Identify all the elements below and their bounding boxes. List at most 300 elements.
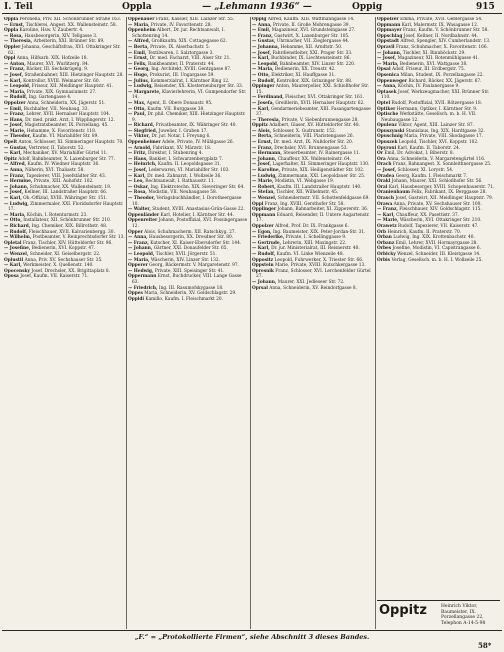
entry-surname: — Johann,	[252, 156, 277, 162]
entry-details: Kontrollor, XVIII. Weimarer Str. 60.	[23, 78, 100, 84]
entry-details: Schneider, XI. Geiselbergstr. 22.	[29, 251, 101, 257]
entry-details: Ob.-Offizial, XVIII. Währinger Str. 151.	[23, 196, 108, 201]
entry-details: Uhrmacher, VII. Zieglergasse 44.	[276, 39, 350, 45]
entry-surname: Opuszynski	[377, 128, 405, 134]
entry-surname: — Gustav,	[252, 39, 276, 45]
entry-details: Private, IV. Favoritenstr. 28.	[150, 22, 212, 28]
entry-details: Schneidermstr. VII. Schottenfeldgasse 69.	[277, 196, 370, 201]
entry-surname: Orbicky	[377, 251, 396, 257]
column-3	[252, 17, 373, 627]
entry-surname: — Theodor,	[128, 196, 156, 201]
entry-details: Adolf, Friseur, III. Erdbergstr. 75.	[391, 67, 466, 73]
entry-surname: — Franz,	[4, 67, 25, 73]
entry-surname: — Anna,	[252, 22, 272, 28]
entry-surname: Oppenheimer	[128, 140, 161, 146]
entry-surname: Opuszek	[377, 140, 398, 146]
entry-surname: Orbes	[377, 246, 392, 252]
entry-surname: — Fritz,	[128, 151, 147, 157]
entry-details: Kutscher, XI. Kaiser-Ebersdorfer Str. 144.	[150, 240, 242, 246]
entry-surname: Oppositz	[252, 257, 274, 263]
entry-surname: — Paul,	[128, 112, 146, 118]
entry-surname: — Alfred,	[4, 162, 27, 168]
entry-surname: — Josef,	[128, 168, 148, 174]
entry-details: Dr. jur. Ministerialrat, III. Reisnerstr. 40.	[271, 246, 360, 252]
entry-surname: — Anna,	[128, 235, 148, 241]
entry-details: Alois, Schuhmacherm. XII. Ratschkyg. 27.	[144, 229, 236, 235]
entry-details: Richard, Bäcker, XX. Jägerstr. 67.	[408, 78, 482, 84]
entry-surname: Oppenreiter	[128, 218, 158, 224]
entry-details: Viktor, Agent, XIII. Lainzer Str. 87.	[398, 123, 474, 129]
entry-surname: Orasch	[377, 196, 394, 201]
entry-details: Modistin, VII. Neubaugasse 58.	[148, 190, 218, 196]
entry-details: Schlosser, XI. Lorystr. 54.	[397, 168, 454, 174]
entry-surname: Or	[377, 151, 384, 157]
advertisement-box	[377, 600, 500, 629]
entry-surname: — Johann,	[252, 279, 277, 285]
entry-surname: — Richard,	[128, 123, 155, 129]
entry-surname: Orakl	[377, 179, 391, 185]
entry-details: Kaufm. II. Leopoldsgasse 31.	[157, 162, 222, 168]
directory-entry	[252, 286, 373, 292]
header-last-entry: Oppig	[352, 2, 383, 12]
entry-details: Dr. med. Zahnarzt, I. Wollzeile 36.	[147, 173, 222, 179]
entry-details: Steuerbeamter, IV. Rainergasse 11.	[283, 151, 361, 157]
entry-details: Franz, Schuhmacher, X. Favoritenstr. 166.	[395, 44, 488, 50]
entry-surname: Opocensky	[4, 268, 30, 274]
entry-surname: — Marie,	[377, 218, 399, 224]
entry-details: Private, XIII. Auhofstr. 102.	[33, 179, 94, 185]
entry-details: Köchin, I. Rotenturmstr. 23.	[26, 212, 88, 218]
entry-details: Chauffeur, XX. Pasettistr. 37.	[396, 212, 459, 218]
directory-entry	[128, 90, 249, 101]
entry-details: Ing. Chemiker, XIX. Billrothstr. 48.	[31, 223, 108, 229]
entry-details: Emil, Lehrer, XVII. Hormayrgasse 28.	[395, 240, 478, 246]
entry-details: Rechtsanwalt, I. Rathausstr. 11.	[145, 179, 216, 185]
entry-details: Schlosser, X. Gudrunstr. 152.	[272, 128, 337, 134]
entry-details: Direktor, I. Stubenring 4.	[147, 151, 203, 157]
entry-details: Installateur, XII. Schönbrunner Str. 210.	[23, 218, 112, 224]
entry-surname: Oppes	[128, 291, 143, 297]
entry-details: Stanislaus, Ing. XIX. Hardtgasse 32.	[405, 128, 485, 134]
entry-surname: — Robert,	[252, 184, 276, 190]
entry-details: Karoline, Hsw. V. Zaubertr. 4.	[19, 28, 84, 34]
entry-surname: Opplinger	[252, 207, 277, 213]
entry-details: Lederwaren, VI. Mariahilfer Str. 103.	[148, 168, 230, 174]
entry-surname: Optiker	[377, 106, 396, 112]
entry-details: Hausbesorgerin, XX. Dresdner Str. 80.	[149, 235, 234, 241]
entry-surname: — Wilhelm,	[4, 235, 32, 241]
entry-surname: — Egon,	[252, 229, 272, 235]
entry-details: Adolf, Bahnbeamter, X. Laxenburger Str. 77.	[18, 156, 115, 162]
header-part-label: I. Teil	[4, 2, 33, 12]
directory-entry	[252, 107, 373, 118]
entry-details: Kellner, III. Landstraßer Hauptstr. 66.	[24, 190, 108, 196]
entry-surname: — Max,	[128, 100, 146, 106]
entry-surname: Opulenz	[377, 123, 397, 129]
entry-details: Peronella, Priv. XII. Schönbrunner Straße 163.	[19, 17, 122, 22]
entry-details: Karl, Kaufm. II. Taborstr. 24.	[397, 145, 461, 151]
entry-details: Franz, Tischler, XIV. Hütteldorfer Str. 96.	[22, 240, 113, 246]
entry-details: Bedienerin, XVI. Wattgasse 38.	[399, 61, 468, 67]
entry-details: Alfred, Kaufm. XIII. Wattmanngasse 14.	[267, 17, 355, 22]
directory-entry	[4, 45, 125, 56]
entry-details: Agent, II. Obere Donaustr. 95.	[146, 100, 213, 106]
entry-surname: — Josef,	[4, 72, 24, 78]
entry-details: Franz, Ing. XVIII. Gersthofer Str. 58.	[264, 201, 345, 207]
header-title: — „Lehmann 1936“ —	[202, 2, 312, 12]
entry-details: Karl, Hotelier, I. Kärntner Str. 44.	[160, 212, 234, 218]
entry-surname: — Ludwig,	[128, 84, 153, 90]
entry-details: Chauffeur, XX. Wallensteinstr. 64.	[277, 156, 352, 162]
entry-details: Josef, Drechsler, XX. Brigittaplatz 8.	[31, 268, 110, 274]
entry-surname: — Franz,	[377, 207, 398, 213]
entry-details: Ing. Gartengasse 4.	[28, 95, 72, 101]
entry-surname: — Theresia,	[4, 39, 33, 45]
entry-surname: — Franz,	[252, 145, 273, 151]
entry-details: Bankier, I. Schwarzenbergplatz 7.	[149, 156, 224, 162]
entry-details: Emma, Private, XVII. Geblergasse 54.	[400, 17, 483, 22]
entry-surname: Oppenauer	[128, 17, 155, 22]
entry-details: Felix, Fabrikant, IX. Berggasse 28.	[411, 190, 487, 196]
entry-details: Adalbert, Glaser, XV. Hütteldorfer Str. 48.	[269, 123, 361, 129]
entry-details: Georg, Kaufm. I. Fleischmarkt 7.	[395, 173, 468, 179]
entry-details: Modistin, VI. Webgasse 19.	[274, 179, 335, 185]
entry-surname: — Karl,	[128, 173, 146, 179]
entry-details: Tapezierer, VIII. Josefstädter Str. 43.	[26, 173, 107, 179]
entry-surname: Oppstein	[252, 263, 274, 269]
entry-surname: — Josef,	[377, 56, 397, 62]
entry-details: Johann, Bahnarbeiter, XI. Zippererstr. 36.	[277, 207, 369, 213]
entry-surname: — Karl,	[4, 263, 22, 269]
entry-details: Magazineur, XII. Rotenmühlgasse 41.	[397, 56, 480, 62]
entry-surname: Oppmayer	[377, 28, 402, 34]
entry-surname: — Otto,	[252, 72, 270, 78]
page-header	[0, 0, 504, 14]
entry-surname: Oppolzer	[252, 223, 274, 229]
entry-details: Private, I. Schellinggasse 9.	[285, 235, 347, 241]
entry-details: Tischler, XII. Wilhelmstr. 45.	[276, 190, 339, 196]
entry-surname: — Viktor,	[128, 134, 150, 140]
entry-surname: Oppolzer	[377, 17, 399, 22]
entry-details: Karl, Malermstr. IX. Wasagasse 12.	[401, 22, 479, 28]
entry-surname: — Hugo,	[128, 72, 149, 78]
entry-details: Dr. jur. Notar, I. Freyung 6.	[151, 134, 211, 140]
entry-details: Heinrich, Kaufm. II. Praterstr. 70.	[387, 229, 462, 235]
entry-surname: — Johann,	[377, 50, 402, 56]
entry-surname: Opitz	[4, 156, 17, 162]
entry-details: Kommerzialrat, I. Kärntner Ring 12.	[150, 78, 230, 84]
entry-details: Lehrerin, XIII. Maxingstr. 22.	[282, 240, 347, 246]
entry-surname: — Franz,	[4, 112, 25, 118]
entry-surname: — Rosa,	[4, 33, 23, 39]
entry-surname: — Ludwig,	[252, 173, 277, 179]
entry-details: Magazineur, XVI. Grundsteingasse 27.	[271, 28, 356, 34]
entry-surname: Oppenländer	[128, 212, 160, 218]
entry-surname: — Leo,	[128, 179, 144, 185]
entry-surname: Optel	[377, 100, 391, 106]
entry-details: Josef, Werkzeugmacher, XXI. Brünner Str. 110.	[381, 89, 490, 101]
entry-details: Alfred, Spengler, XIV. Cumberlandstr. 13.	[400, 39, 491, 45]
entry-surname: Oplustil	[4, 257, 24, 263]
entry-surname: Oppenheim	[128, 28, 156, 34]
directory-entry	[128, 28, 249, 39]
entry-surname: — Johann,	[128, 246, 153, 252]
entry-details: Bankbeamter, II. Praterstr. 44.	[148, 61, 215, 67]
entry-surname: Optische	[377, 112, 399, 118]
entry-details: Klavierlehrerin, VI. Gumpendorfer Str. 14.	[132, 89, 247, 101]
entry-details: Reisender, XX. Klosterneuburger Str. 33.	[154, 84, 244, 90]
entry-details: Werkstätte, Gesellsch. m. b. H. VII. Neubaugasse 12.	[381, 112, 477, 123]
entry-details: Greißlerin, XVII. Hernalser Hauptstr. 62.	[275, 100, 365, 106]
entry-details: Fleischhauer, XVII. Kalvarienbergg. 30.	[28, 229, 115, 235]
directory-entry	[4, 274, 125, 280]
entry-surname: — Hermine,	[4, 179, 33, 185]
entry-details: Arbeiterin, XXI. Brünner Str. 89.	[33, 39, 105, 45]
entry-details: Franz, Bahnangest. X. Sonnleithnergasse 25.	[392, 162, 492, 168]
entry-surname: — Emil,	[252, 28, 271, 34]
entry-surname: Oposa	[4, 274, 19, 280]
entry-details: Franz, Kaufm. V. Schönbrunner Str. 58.	[402, 28, 489, 34]
entry-details: Anna, Schneiderin, XX. Jägerstr. 51.	[27, 100, 106, 106]
directory-entry	[128, 297, 249, 303]
directory-entry	[128, 196, 249, 207]
entry-surname: — Gustav,	[4, 145, 28, 151]
column-divider	[126, 17, 127, 629]
entry-surname: — Stefan,	[252, 190, 275, 196]
column-4	[377, 17, 500, 627]
entry-surname: — Leopold,	[252, 61, 279, 67]
entry-details: Fleischhauer, XIV. Goldschlagstr. 115.	[399, 207, 482, 213]
entry-details: Maria, Private, VIII. Skodagasse 17.	[404, 134, 484, 140]
entry-surname: — Maria,	[128, 257, 150, 263]
entry-surname: Oppenweger	[377, 78, 408, 84]
entry-surname: — Karl,	[4, 196, 22, 201]
entry-surname: Oprsal	[252, 285, 268, 291]
directory-entry	[128, 274, 249, 285]
entry-details: Josef, Kellner, II. Nordbahnstr. 44.	[403, 33, 479, 39]
entry-details: Leopold, Tischler, XVI. Koppstr. 102.	[398, 140, 479, 146]
entry-details: Kontrollor, XIX. Grinzinger Str. 88.	[276, 78, 353, 84]
entry-details: Anton, Maurerpolier, XXI. Schloßhofer Str. 15.	[256, 84, 369, 95]
entry-surname: — Anton,	[4, 61, 26, 67]
entry-details: Anna, Hilfsarb. XIX. Hofzeile 18.	[16, 56, 88, 62]
entry-surname: — Ernst,	[128, 56, 149, 62]
entry-details: Schuhmacher, XX. Wallensteinstr. 19.	[29, 184, 112, 190]
entry-details: Ing. Baumeister, XIX. Peter-Jordan-Str. 31.	[272, 229, 366, 235]
entry-surname: Opperer	[128, 263, 148, 269]
entry-surname: Oppl	[4, 56, 16, 62]
entry-surname: Opyroni	[377, 145, 397, 151]
entry-details: Tischler, XI. Rinnböckstr. 29.	[402, 50, 466, 56]
entry-surname: — Ferdinand,	[252, 95, 284, 101]
entry-surname: — Hermann,	[252, 151, 282, 157]
entry-surname: Oppolzer	[4, 100, 26, 106]
entry-details: Private, IX. Alserbachstr. 5.	[150, 44, 210, 50]
column-divider	[375, 17, 376, 629]
entry-surname: — Karl,	[4, 151, 22, 157]
entry-surname: — Emil,	[128, 50, 147, 56]
header-rule	[2, 13, 502, 14]
entry-details: Gendarmeriebeamter, XIII. Fasangartengasse 37.	[256, 106, 371, 118]
directory-entry	[4, 202, 125, 213]
entry-surname: — Rudolf,	[4, 95, 28, 101]
entry-surname: — Gertrude,	[252, 240, 282, 246]
entry-details: Tischler, XVII. Jörgerstr. 51.	[155, 251, 217, 257]
entry-details: Wäscherin, XIV. Linzer Str. 132.	[150, 257, 220, 263]
entry-surname: — Margarete,	[128, 89, 161, 95]
entry-surname: — Leopold,	[128, 251, 155, 257]
entry-details: Verlag, Gesellsch. m. b. H. I. Wollzeile 25.	[391, 257, 483, 263]
entry-surname: — Karl,	[252, 56, 270, 62]
entry-details: Bahnbeamter, XIV. Linzer Str. 220.	[279, 61, 356, 67]
entry-surname: Orach	[377, 162, 392, 168]
entry-surname: — Georg,	[128, 67, 150, 73]
entry-details: Josef, Gastwirt, XII. Meidlinger Hauptstr. 79.	[395, 196, 494, 201]
entry-surname: Opresnik	[252, 268, 274, 274]
entry-surname: — Josef,	[377, 168, 397, 174]
entry-details: Josefine, Modistin, VI. Capistrangasse 6.	[392, 246, 481, 252]
entry-details: Mechaniker, XV. Mariahilfer Gürtel 11.	[23, 151, 108, 157]
entry-surname: Ora	[377, 156, 386, 162]
entry-surname: — Josef,	[252, 50, 272, 56]
entry-details: Private, II. Große Mohrengasse 39.	[273, 22, 350, 28]
entry-surname: Oranienbaum	[377, 190, 410, 196]
entry-details: Wäscherin, XVI. Ottakringer Str. 210.	[399, 218, 482, 224]
entry-surname: — Ernst,	[4, 22, 25, 28]
entry-details: Kamillo, Kaufm. I. Fleischmarkt 20.	[145, 296, 223, 302]
entry-details: Kaufm. VII. Burggasse 38.	[147, 106, 205, 112]
entry-surname: — Ernst,	[252, 140, 273, 146]
entry-surname: — Berta,	[128, 44, 149, 50]
entry-surname: — Rudolf,	[4, 229, 28, 235]
entry-surname: — Franz,	[252, 33, 273, 39]
entry-details: Leopold, Fuhrwerker, X. Triester Str. 66.	[274, 257, 364, 263]
entry-details: Postbeamter, V. Reinprechtsdorfer Str. 13.	[32, 235, 125, 241]
entry-surname: Oral	[377, 184, 388, 190]
page-footer-note: „F.“ = „Protokollierte Firmen“, siehe Abschnitt 3 dieses Bandes.	[2, 630, 502, 643]
entry-surname: — Julius,	[128, 78, 150, 84]
entry-surname: Optasek	[377, 89, 397, 95]
entry-surname: — Josefa,	[252, 100, 274, 106]
entry-surname: — Wenzel,	[252, 196, 277, 201]
entry-surname: — Josef,	[4, 190, 24, 196]
entry-details: Ing. Elektrotechn. XIX. Sieveringer Str. 64.	[150, 184, 245, 190]
entry-details: Gastwirt, X. Laxenburger Str. 105.	[274, 33, 350, 39]
entry-details: Johann, Postoffizial, XVI. Possingergasse 12.	[132, 218, 248, 229]
entry-details: Anton, Schlosser, XI. Simmeringer Hauptstr. 70.	[18, 140, 124, 146]
entry-details: Juwelier, I. Graben 17.	[158, 128, 208, 134]
entry-surname: — Alfred,	[128, 39, 151, 45]
entry-details: Lagerhalter, XI. Simmeringer Hauptstr. 130.	[272, 162, 370, 168]
column-1	[4, 17, 125, 627]
entry-details: Fahrdienstleiter, XXI. Prager Str. 33.	[272, 50, 353, 56]
entry-surname: — Theresia,	[252, 117, 281, 123]
entry-details: Vertreter, II. Taborstr. 52.	[28, 145, 85, 151]
entry-surname: — Karl,	[252, 246, 270, 252]
entry-details: Kaufm. VI. Mariahilfer Str. 89.	[32, 134, 99, 140]
entry-details: Fleischer, XVI. Ottakringer Str. 161.	[285, 95, 364, 101]
entry-details: Hermann, Optiker, I. Kärntner Str. 9.	[396, 106, 478, 112]
entry-details: Verlagsbuchhändler, I. Dorotheergasse 10.	[132, 196, 242, 207]
entry-surname: Opelt	[4, 140, 18, 146]
entry-surname: — Rudolf,	[252, 78, 276, 84]
entry-surname: — Franz,	[128, 240, 149, 246]
entry-details: Adele, Private, IV. Mühlgasse 26.	[162, 140, 234, 146]
entry-surname: — Maria,	[4, 89, 26, 95]
entry-surname: — Karoline,	[252, 168, 281, 174]
directory-entry	[377, 90, 500, 101]
entry-details: Ludwig, Ing. XIX. Krottenbachstr. 40.	[393, 235, 475, 241]
entry-surname: — Rosa,	[128, 190, 147, 196]
entry-details: Bäcker, III. Sechskrügelg. 9.	[26, 67, 89, 73]
entry-surname: — Ludwig,	[4, 201, 29, 207]
entry-surname: — Friederike,	[252, 235, 285, 241]
entry-details: Maria, Schneiderin, XV. Goldschlagstr. 29.	[144, 291, 237, 297]
entry-surname: — Hedwig,	[128, 268, 154, 274]
entry-details: Kaufm. IV. Wiedner Hauptstr. 36.	[27, 162, 100, 168]
entry-details: Johanna, Geschäftsfrau, XVI. Ottakringer Str. 62.	[8, 44, 121, 56]
entry-details: Lehrer, XVII. Hernalser Hauptstr. 104.	[26, 112, 111, 118]
entry-surname: — Franz,	[4, 173, 25, 179]
entry-surname: — Josef,	[252, 162, 272, 168]
entry-details: Wenzel, Schneider, III. Kleistgasse 14.	[397, 251, 481, 257]
entry-details: Zimmermann, XXI. Leopoldauer Str. 25.	[278, 173, 366, 179]
entry-details: Ing. III. Rasumofskygasse 18.	[158, 285, 224, 291]
directory-entry	[128, 112, 249, 123]
entry-surname: — Wenzel,	[4, 251, 29, 257]
directory-entry	[128, 218, 249, 229]
entry-surname: Oppitz	[252, 123, 268, 129]
entry-details: Schneiderin, VIII. Piaristengasse 26.	[274, 134, 354, 140]
entry-details: Milan, Student, IX. Porzellangasse 22.	[400, 72, 484, 78]
entry-details: Private, XIX. Heiligenstädter Str. 102.	[281, 168, 365, 174]
header-page-number: 915	[476, 2, 495, 12]
entry-details: Buchhalter, VII. Neubaug. 33.	[23, 106, 89, 112]
entry-surname: Oppstadt	[377, 39, 399, 45]
entry-surname: — Hans,	[4, 117, 24, 123]
entry-details: Private, V. Siebenbrunnengasse 28.	[281, 117, 359, 123]
column-2	[128, 17, 249, 627]
page-number-bottom: 58*	[478, 641, 492, 650]
entry-details: Drechsler, XVI. Brunnengasse 53.	[274, 145, 348, 151]
entry-details: Johann, Maurer, XXI. Schloßhofer Str. 56.	[391, 179, 483, 185]
entry-surname: — Otto,	[4, 218, 22, 224]
entry-surname: — Marie,	[4, 128, 26, 134]
entry-surname: Orban	[377, 235, 392, 241]
entry-surname: Oppinger	[252, 84, 275, 90]
entry-details: Anna, Private, XV. Sechshauser Str. 100.	[393, 201, 482, 207]
entry-details: Bedienerin, XX. Treustr. 42.	[274, 67, 336, 73]
entry-surname: — Johann,	[4, 184, 29, 190]
entry-details: Großkaufm. XIX. Cottagegasse 62.	[151, 39, 227, 45]
entry-surname: — Theodor,	[4, 134, 32, 140]
entry-surname: — Leopold,	[4, 84, 31, 90]
entry-surname: Opuschnig	[377, 134, 403, 140]
entry-surname: — Maria,	[4, 212, 26, 218]
entry-details: Kaufm. VI. Linke Wienzeile 48.	[276, 251, 344, 257]
entry-details: Rudolf, Tapezierer, VII. Kaiserstr. 47.	[398, 223, 479, 229]
entry-surname: Oradea	[377, 173, 395, 179]
entry-surname: Oppler	[4, 44, 21, 50]
entry-details: Private, XIII. Speisinger Str. 41.	[154, 268, 225, 274]
entry-surname: — Hans,	[128, 156, 148, 162]
entry-details: Anna, Schneiderin, XV. Reindorfgasse 8.	[269, 285, 357, 291]
entry-surname: Orbanz	[377, 240, 395, 246]
entry-details: Private, XIX. Gymnasiumstr. 27.	[26, 89, 97, 95]
entry-surname: — Berta,	[252, 134, 273, 140]
entry-details: Franz, Schlosser, XVI. Lerchenfelder Gürtel 27.	[256, 268, 371, 280]
entry-surname: — Emil,	[4, 106, 23, 112]
